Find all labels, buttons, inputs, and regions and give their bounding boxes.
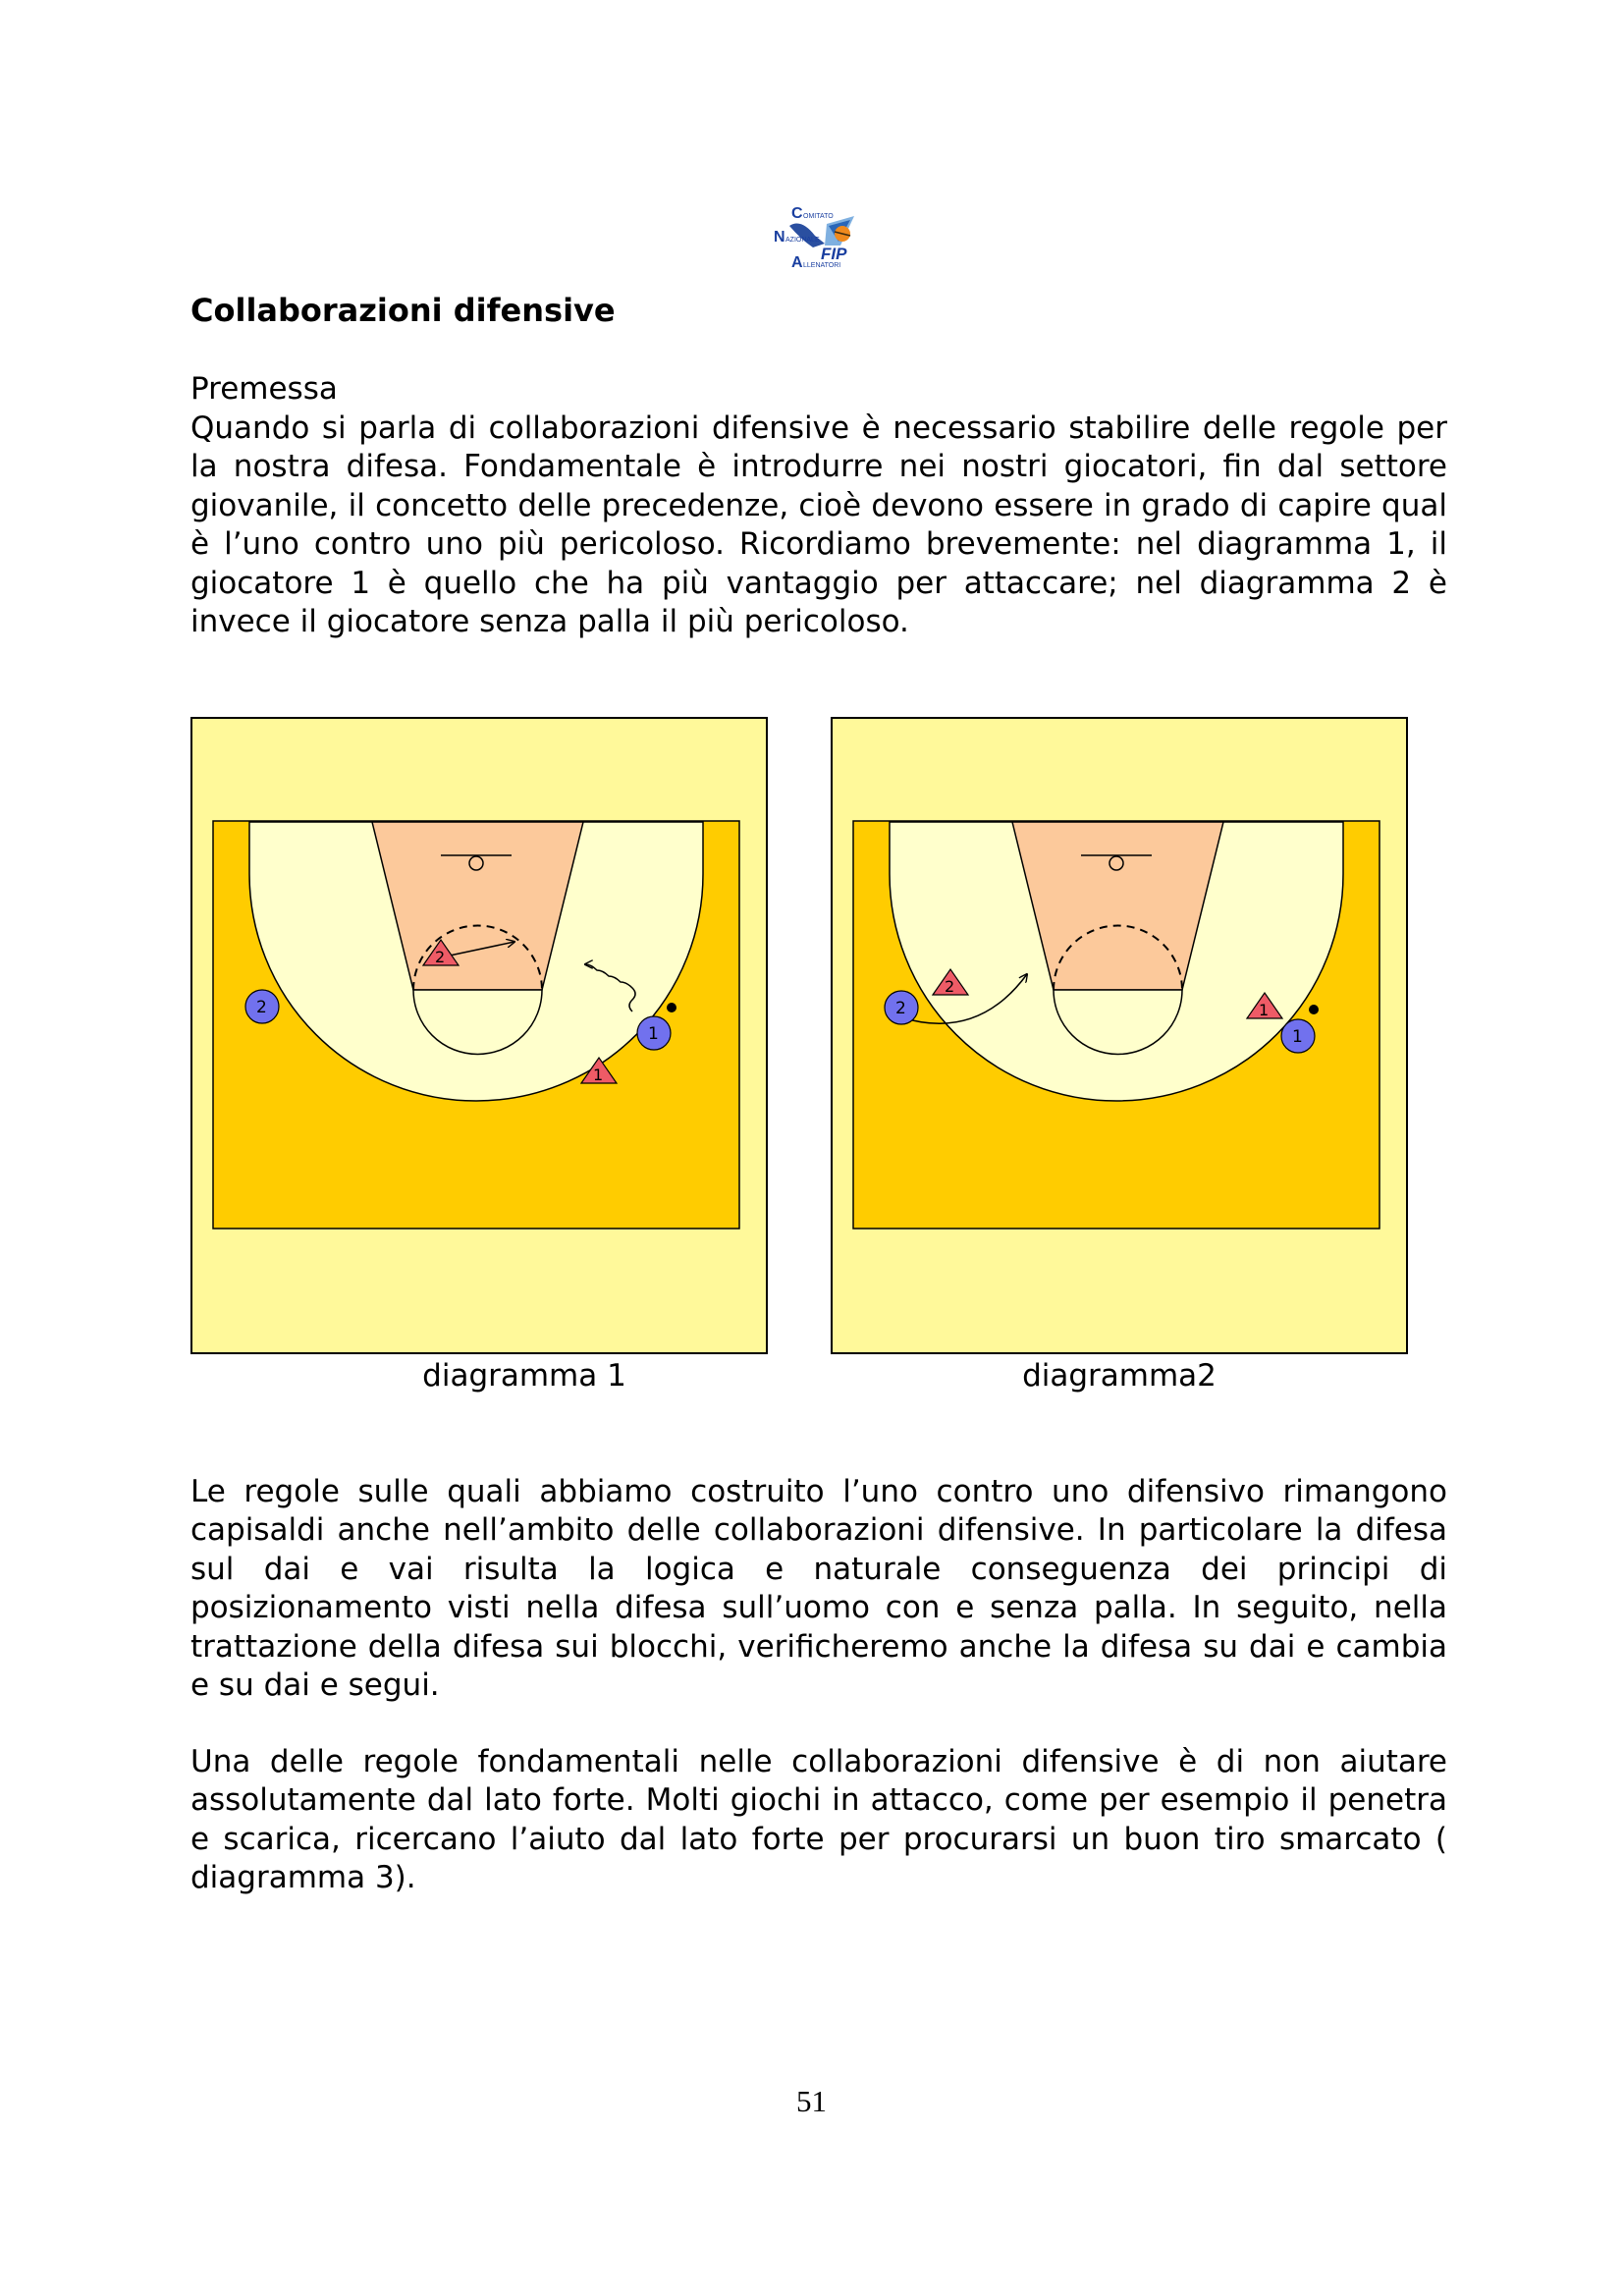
- svg-text:2: 2: [895, 999, 906, 1018]
- svg-text:1: 1: [648, 1024, 659, 1044]
- svg-text:2: 2: [435, 948, 446, 966]
- section-heading: Collaborazioni difensive: [190, 292, 616, 329]
- logo-letter-c: C: [791, 205, 803, 222]
- paragraph-strong-side: Una delle regole fondamentali nelle collaborazioni difensive è di non aiutare assolutamente dal lato forte. Molti giochi in attacco, come per esempio il penetra e scarica, ricercano l’aiuto dal lato forte per procurarsi un buon tiro smarcato ( diagramma 3).: [190, 1744, 1447, 1896]
- diagram-1-caption: diagramma 1: [422, 1358, 626, 1394]
- logo-word-allenatori: LLENATORI: [803, 262, 841, 269]
- logo-word-omitato: OMITATO: [803, 213, 834, 220]
- attacker-1: [1281, 1019, 1315, 1053]
- svg-text:1: 1: [1259, 1001, 1270, 1019]
- attacker-1: [637, 1016, 671, 1050]
- attacker-2: [245, 990, 279, 1023]
- diagram-2: [831, 717, 1408, 1354]
- logo-letter-n: N: [774, 229, 785, 246]
- paragraph-intro: Quando si parla di collaborazioni difensive è necessario stabilire delle regole per la nostra difesa. Fondamentale è introdurre nei nostri giocatori, fin dal settore giovanile, il concetto delle precedenze, cioè devono essere in grado di capire qual è l’uno contro uno più pericoloso. Ricordiamo brevemente: nel diagramma 1, il giocatore 1 è quello che ha più vantaggio per attaccare; nel diagramma 2 è invece il giocatore senza palla il più pericoloso.: [190, 410, 1447, 640]
- diagram-1: [190, 717, 768, 1354]
- ball: [667, 1003, 676, 1012]
- intro-title: Premessa: [190, 371, 338, 407]
- page-number: 51: [796, 2084, 827, 2118]
- svg-text:1: 1: [1292, 1027, 1303, 1047]
- logo-letter-a: A: [791, 254, 803, 271]
- logo-brand-fip: FIP: [821, 245, 847, 263]
- diagram-2-caption: diagramma2: [1022, 1358, 1217, 1394]
- ball: [1309, 1005, 1319, 1014]
- paragraph-rules: Le regole sulle quali abbiamo costruito l’uno contro uno difensivo rimangono capisaldi anche nell’ambito delle collaborazioni difensive. In particolare la difesa sul dai e vai risulta la logica e naturale conseguenza dei principi di posizionamento visti nella difesa sull’uomo con e senza palla. In seguito, nella trattazione della difesa sui blocchi, verificheremo anche la difesa su dai e cambia e su dai e segui.: [190, 1474, 1447, 1704]
- cna-fip-logo: [756, 196, 872, 279]
- svg-text:2: 2: [256, 998, 267, 1017]
- attacker-2: [885, 991, 918, 1024]
- logo-word-azionale: AZIONALE: [785, 237, 820, 244]
- svg-text:1: 1: [593, 1066, 604, 1084]
- svg-text:2: 2: [945, 977, 955, 996]
